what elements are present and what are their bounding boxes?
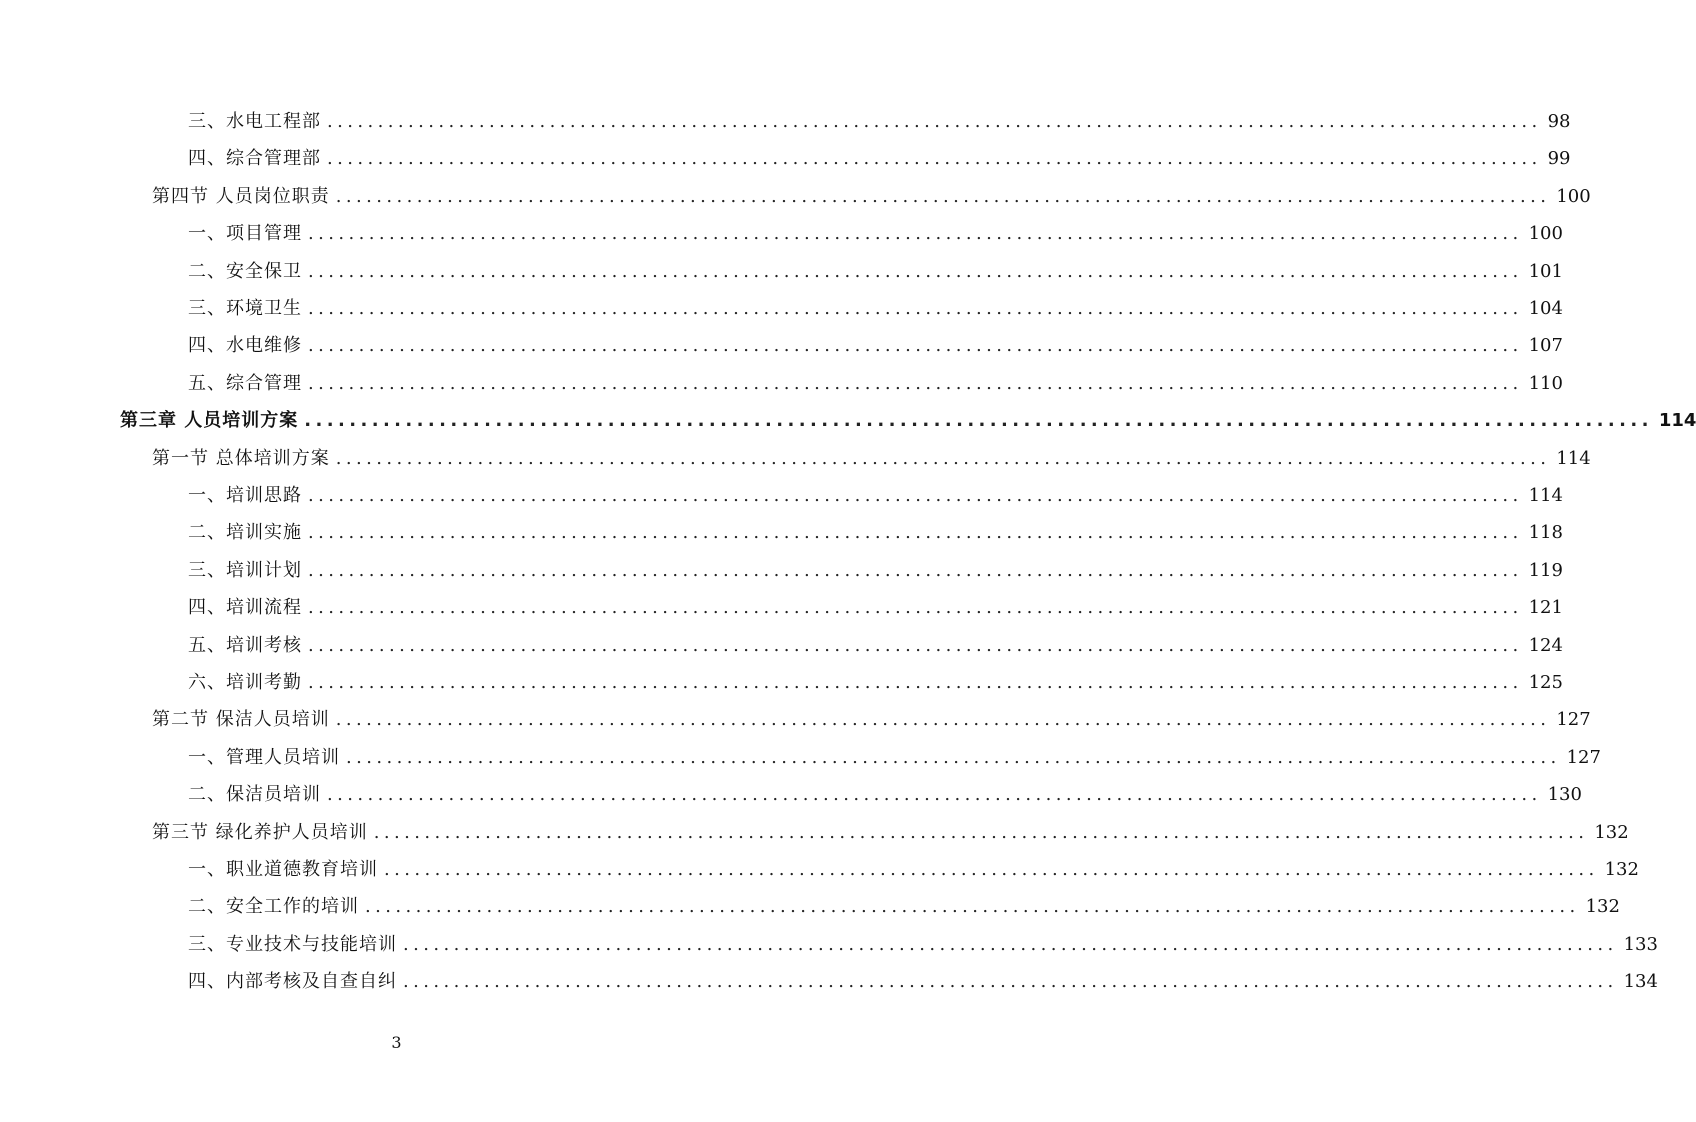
- toc-entry[interactable]: [188, 855, 1639, 885]
- toc-dot-leader: ........................................................................................................................: [308, 597, 1523, 619]
- toc-dot-leader: ........................................................................................................................: [308, 335, 1523, 357]
- toc-entry[interactable]: [188, 144, 1571, 174]
- toc-entry-title: 二、培训实施: [188, 522, 302, 544]
- toc-entry-page: 132: [1585, 896, 1620, 918]
- toc-entry-page: 99: [1547, 148, 1571, 170]
- toc-entry-page: 98: [1547, 111, 1571, 132]
- toc-entry-title: 五、综合管理: [188, 372, 302, 394]
- toc-entry-title: 二、安全工作的培训: [188, 896, 359, 918]
- toc-entry-page: 101: [1528, 260, 1563, 282]
- toc-entry[interactable]: [188, 257, 1563, 287]
- toc-entry-title: 三、专业技术与技能培训: [188, 933, 397, 955]
- toc-entry-title: 四、内部考核及自查自纠: [188, 971, 397, 993]
- toc-entry[interactable]: [188, 518, 1563, 548]
- toc-entry-page: 124: [1528, 634, 1563, 656]
- toc-dot-leader: ........................................................................................................................: [308, 260, 1523, 282]
- toc-entry-page: 104: [1528, 298, 1563, 319]
- toc-entry[interactable]: [188, 892, 1620, 922]
- toc-entry-page: 121: [1528, 597, 1563, 619]
- toc-dot-leader: ........................................................................................................................: [304, 410, 1653, 432]
- toc-dot-leader: ........................................................................................................................: [384, 859, 1599, 880]
- toc-entry-page: 107: [1528, 335, 1563, 357]
- toc-entry-title: 一、培训思路: [188, 485, 302, 506]
- toc-entry[interactable]: [188, 967, 1658, 997]
- toc-entry[interactable]: [152, 818, 1629, 848]
- toc-entry-title: 第四节 人员岗位职责: [152, 185, 330, 207]
- toc-entry-page: 110: [1528, 372, 1563, 394]
- toc-entry[interactable]: [188, 369, 1563, 399]
- toc-entry[interactable]: [188, 743, 1601, 773]
- toc-entry[interactable]: [152, 182, 1591, 212]
- toc-entry[interactable]: [188, 219, 1563, 249]
- toc-entry[interactable]: [188, 631, 1563, 661]
- toc-entry[interactable]: [120, 406, 1696, 436]
- toc-entry[interactable]: [188, 556, 1563, 586]
- toc-entry-title: 二、安全保卫: [188, 260, 302, 282]
- toc-entry-page: 132: [1604, 859, 1639, 880]
- toc-entry-title: 第三章 人员培训方案: [120, 410, 299, 432]
- toc-entry-page: 134: [1623, 971, 1658, 993]
- toc-entry-page: 114: [1528, 485, 1563, 506]
- toc-entry-title: 四、水电维修: [188, 335, 302, 357]
- toc-entry-title: 六、培训考勤: [188, 672, 302, 693]
- toc-entry-title: 三、环境卫生: [188, 298, 302, 319]
- toc-dot-leader: ........................................................................................................................: [403, 933, 1618, 955]
- toc-entry-title: 第二节 保洁人员培训: [152, 709, 330, 731]
- toc-dot-leader: ........................................................................................................................: [308, 672, 1523, 693]
- toc-entry-page: 127: [1566, 746, 1601, 768]
- toc-dot-leader: ........................................................................................................................: [327, 784, 1542, 806]
- toc-entry-page: 100: [1556, 185, 1591, 207]
- toc-entry[interactable]: [188, 294, 1563, 324]
- toc-entry-title: 第三节 绿化养护人员培训: [152, 821, 368, 843]
- toc-dot-leader: ........................................................................................................................: [335, 185, 1551, 207]
- page-number: 3: [391, 1033, 402, 1052]
- toc-dot-leader: ........................................................................................................................: [327, 111, 1542, 132]
- toc-entry[interactable]: [188, 668, 1563, 698]
- toc-dot-leader: ........................................................................................................................: [308, 522, 1523, 544]
- toc-entry-title: 一、项目管理: [188, 223, 302, 245]
- toc-dot-leader: ........................................................................................................................: [308, 372, 1523, 394]
- toc-dot-leader: ........................................................................................................................: [327, 148, 1542, 170]
- toc-dot-leader: ........................................................................................................................: [335, 447, 1551, 469]
- toc-entry[interactable]: [188, 107, 1571, 137]
- toc-dot-leader: ........................................................................................................................: [308, 634, 1523, 656]
- toc-entry-page: 125: [1528, 672, 1563, 693]
- toc-entry[interactable]: [188, 593, 1563, 623]
- toc-entry-title: 一、职业道德教育培训: [188, 859, 378, 880]
- toc-dot-leader: ........................................................................................................................: [365, 896, 1580, 918]
- toc-entry-title: 五、培训考核: [188, 634, 302, 656]
- toc-dot-leader: ........................................................................................................................: [308, 559, 1523, 581]
- toc-entry-page: 114: [1658, 410, 1696, 432]
- toc-entry-title: 一、管理人员培训: [188, 746, 340, 768]
- toc-entry[interactable]: [188, 481, 1563, 511]
- toc-dot-leader: ........................................................................................................................: [373, 821, 1589, 843]
- toc-entry-title: 四、培训流程: [188, 597, 302, 619]
- toc-entry-title: 三、培训计划: [188, 559, 302, 581]
- toc-entry[interactable]: [188, 780, 1582, 810]
- toc-entry-title: 第一节 总体培训方案: [152, 447, 330, 469]
- toc-entry[interactable]: [152, 444, 1591, 474]
- toc-entry-title: 四、综合管理部: [188, 148, 321, 170]
- toc-entry-page: 119: [1528, 559, 1563, 581]
- toc-dot-leader: ........................................................................................................................: [308, 223, 1523, 245]
- toc-entry[interactable]: [188, 331, 1563, 361]
- toc-entry-title: 三、水电工程部: [188, 111, 321, 132]
- toc-entry[interactable]: [152, 705, 1591, 735]
- toc-entry-page: 132: [1594, 821, 1629, 843]
- toc-dot-leader: ........................................................................................................................: [346, 746, 1561, 768]
- toc-dot-leader: ........................................................................................................................: [308, 485, 1523, 506]
- toc-entry-page: 114: [1556, 447, 1591, 469]
- toc-entry-page: 127: [1556, 709, 1591, 731]
- toc-entry-page: 133: [1623, 933, 1658, 955]
- toc-dot-leader: ........................................................................................................................: [335, 709, 1551, 731]
- toc-dot-leader: ........................................................................................................................: [403, 971, 1618, 993]
- toc-entry-page: 130: [1547, 784, 1582, 806]
- toc-entry[interactable]: [188, 930, 1658, 960]
- toc-entry-page: 100: [1528, 223, 1563, 245]
- toc-dot-leader: ........................................................................................................................: [308, 298, 1523, 319]
- toc-entry-title: 二、保洁员培训: [188, 784, 321, 806]
- toc-entry-page: 118: [1528, 522, 1563, 544]
